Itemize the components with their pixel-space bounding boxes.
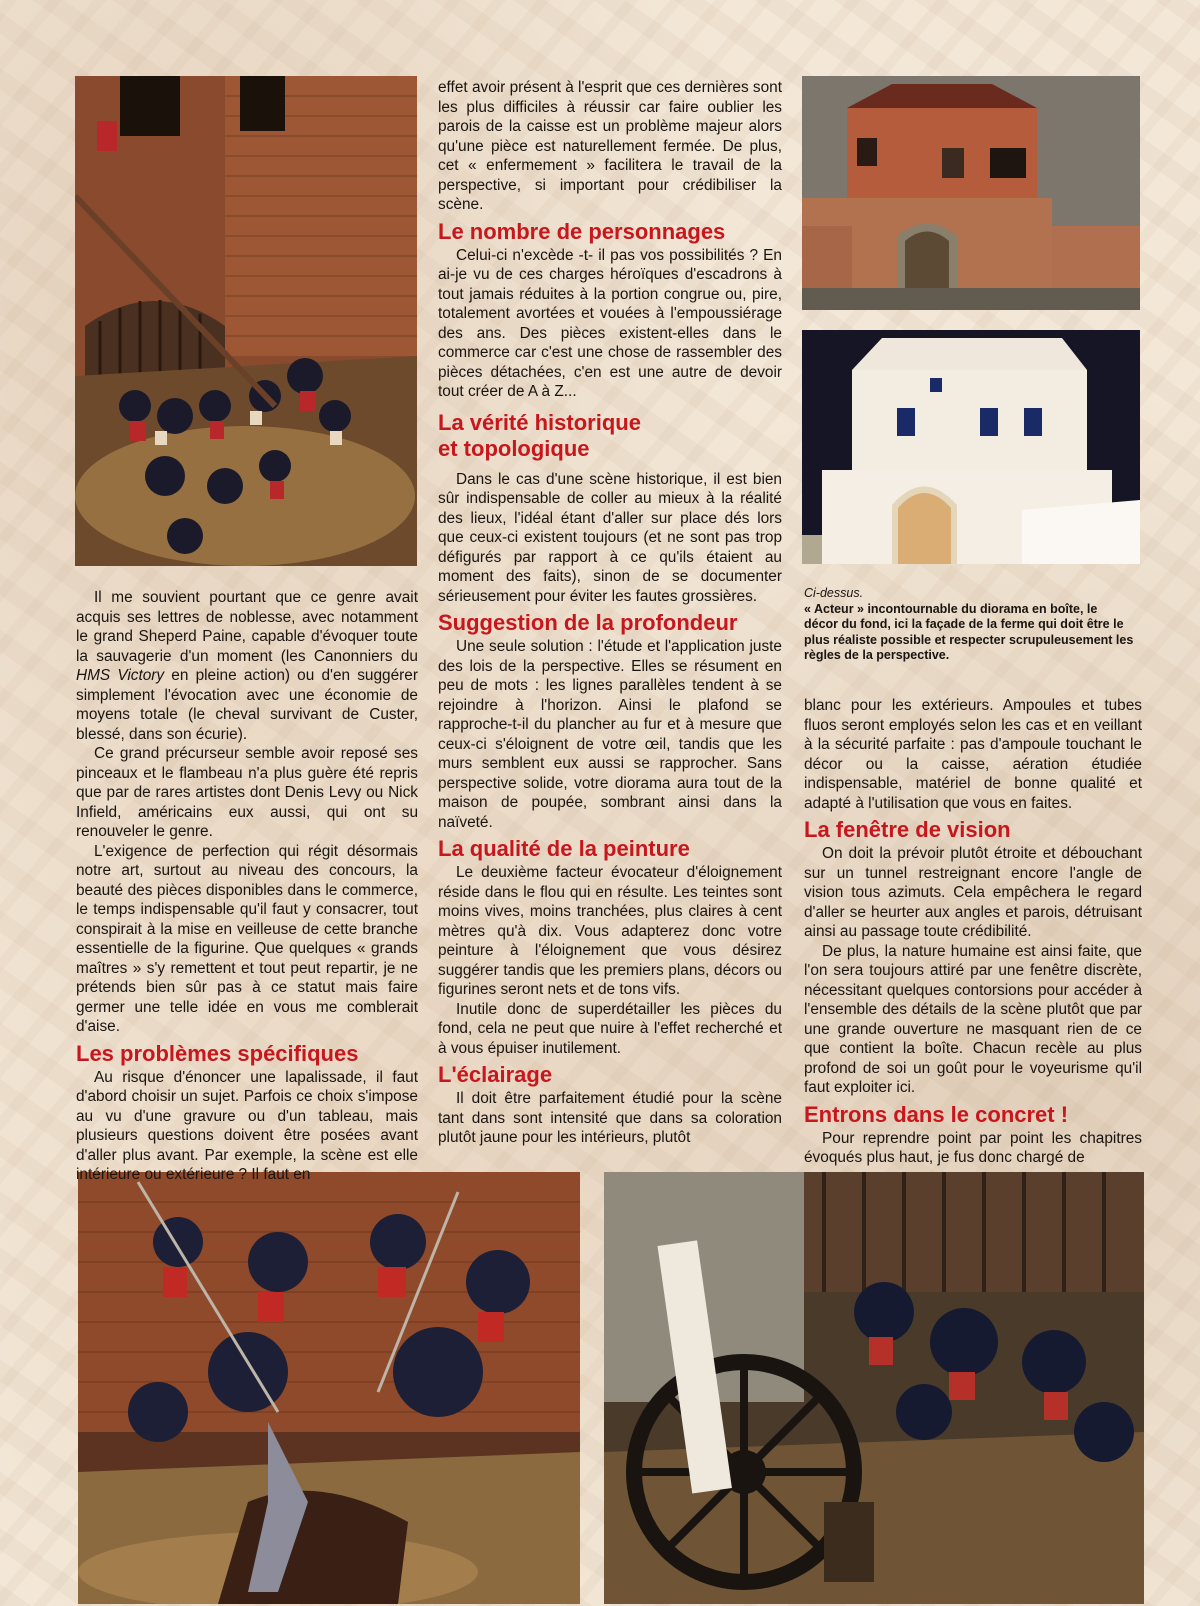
paragraph: De plus, la nature humaine est ainsi faite, que l'on sera toujours attiré par une fenêtre discrète, nécessitant quelques contorsions pour accéder à l'ensemble des détails de la scène plutôt que par une grande ouverture ne masquant rien de ce que contient la boîte. Chacun recèle au plus profond de soi un goût pour le voyeurisme qu'il faut exploiter ici. xyxy=(804,942,1142,1096)
heading-verite: La vérité historique et topologique xyxy=(438,409,641,461)
paragraph: blanc pour les extérieurs. Ampoules et tubes fluos seront employés selon les cas et en veillant à la sécurité parfaite : pas d'ampoule touchant le décor ou la caisse, aération étudiée indispensable, matériel de bonne qualité et adapté à l'utilisation que vous en faites. xyxy=(804,697,1142,812)
heading-eclairage: L'éclairage xyxy=(438,1062,553,1087)
paragraph: Au risque d'énoncer une lapalissade, il faut d'abord choisir un sujet. Parfois ce choix s'impose au vu d'une gravure ou d'un tableau, mais plusieurs questions doivent être posées avant d'aller plus avant. Par exemple, la scène est elle intérieure ou extérieure ? Il faut en xyxy=(76,1068,418,1183)
heading-suggestion: Suggestion de la profondeur xyxy=(438,610,738,635)
photo-diorama-cannon xyxy=(604,1172,1144,1604)
column-3 xyxy=(804,696,1142,1168)
paragraph: Pour reprendre point par point les chapitres évoqués plus haut, je fus donc chargé de xyxy=(804,1129,1142,1166)
photo-facade-painted xyxy=(802,76,1140,310)
photo-diorama-melee xyxy=(78,1172,580,1604)
photo-diorama-melee-art xyxy=(78,1172,580,1604)
heading-fenetre: La fenêtre de vision xyxy=(804,817,1011,842)
heading-nombre: Le nombre de personnages xyxy=(438,218,726,244)
column-2 xyxy=(438,78,782,1148)
paragraph: Il me souvient pourtant que ce genre avait acquis ses lettres de noblesse, avec notamment le grand Sheperd Paine, capable d'évoquer toute la sauvagerie d'un moment (les Canonniers du HMS Victory en pleine action) ou d'en suggérer simplement l'évocation avec une économie de moyens totale (le cheval survivant de Custer, blessé, dans son écurie). xyxy=(76,589,418,743)
photo-diorama-courtyard xyxy=(75,76,417,566)
paragraph: Dans le cas d'une scène historique, il est bien sûr indispensable de coller au mieux à la réalité des lieux, l'idéal étant d'aller sur place dés lors que ceux-ci existent toujours (et ne sont pas trop défigurés par rapport à ce qu'ils étaient au moment des faits), sinon de se documenter sérieusement pour éviter les fautes grossières. xyxy=(438,470,782,605)
photo-facade-painted-art xyxy=(802,76,1140,310)
paragraph: Celui-ci n'excède -t- il pas vos possibilités ? En ai-je vu de ces charges héroïques d'escadrons à tout jamais réduites à la portion congrue ou, pire, totalement avortées et vouées à l'empoussiérage des ans. Des pièces existent-elles dans le commerce car c'est une chose de rassembler des pièces détachées, c'en est une autre de devoir tout créer de A à Z... xyxy=(438,246,782,400)
heading-entrons: Entrons dans le concret ! xyxy=(804,1101,1069,1127)
paragraph: Inutile donc de superdétailler les pièces du fond, cela ne peut que nuire à l'effet recherché et à vous épuiser inutilement. xyxy=(438,1000,782,1057)
paragraph: L'exigence de perfection qui régit désormais notre art, surtout au niveau des concours, la beauté des pièces disponibles dans le commerce, le temps indispensable qu'il faut y consacrer, tout conspirait à la mise en veilleuse de cette branche essentielle de la figurine. Que quelques « grands maîtres » s'y remettent et tout peut repartir, je ne prétends bien sûr pas à ce statut mais faire germer une telle idée en vous me comblerait d'aise. xyxy=(76,842,418,1035)
column-1 xyxy=(76,588,418,1185)
heading-qualite: La qualité de la peinture xyxy=(438,836,690,861)
heading-problemes: Les problèmes spécifiques xyxy=(76,1040,359,1066)
photo-caption xyxy=(804,586,1134,664)
caption-lead: Ci-dessus. xyxy=(804,586,864,600)
paragraph: Ce grand précurseur semble avoir reposé ses pinceaux et le flambeau n'a plus guère été repris que par de rares artistes dont Denis Levy ou Nick Infield, américains eux aussi, qui ont su renouveler le genre. xyxy=(76,745,418,840)
photo-diorama-cannon-art xyxy=(604,1172,1144,1604)
paragraph: Il doit être parfaitement étudié pour la scène tant dans sont intensité que dans sa coloration plutôt jaune pour les intérieurs, plutôt xyxy=(438,1090,782,1146)
caption-body: « Acteur » incontournable du diorama en boîte, le décor du fond, ici la façade de la ferme qui doit être le plus réaliste possible et respecter scrupuleusement les règles de la perspective. xyxy=(804,601,1134,662)
paragraph: Le deuxième facteur évocateur d'éloignement réside dans le flou qui en résulte. Les teintes sont moins vives, moins tranchées, plus claires à cent mètres qu'à dix. Vous adapterez donc votre peinture à l'éloignement que vous désirez suggérer tandis que les premiers plans, décors ou figurines seront nets et de tons vifs. xyxy=(438,864,782,998)
paragraph: effet avoir présent à l'esprit que ces dernières sont les plus difficiles à réussir car faire oublier les parois de la caisse est un problème majeur alors qu'une pièce est naturellement fermée. De plus, cet « enfermement » facilitera le travail de la perspective, si important pour crédibiliser la scène. xyxy=(438,79,783,213)
paragraph: On doit la prévoir plutôt étroite et débouchant sur un tunnel restreignant encore l'angle de vision tous azimuts. Cela empêchera le regard d'aller se heurter aux angles et parois, détruisant ainsi au passage toute crédibilité. xyxy=(804,845,1142,940)
paragraph: Une seule solution : l'étude et l'application juste des lois de la perspective. Elles se résument en peu de mots : les lignes parallèles tendent à se rejoindre à l'horizon. Ainsi le plafond se rapproche-t-il du plancher au fur et à mesure que ceux-ci s'éloignent de votre œil, tandis que les murs semblent eux aussi se rapprocher. Sans perspective solide, votre diorama aura tout de la maison de poupée, sombrant ainsi dans la naïveté. xyxy=(438,638,782,831)
ship-name: HMS Victory xyxy=(76,667,165,684)
photo-diorama-courtyard-art xyxy=(75,76,417,566)
photo-facade-white-art xyxy=(802,330,1140,564)
photo-facade-white xyxy=(802,330,1140,564)
